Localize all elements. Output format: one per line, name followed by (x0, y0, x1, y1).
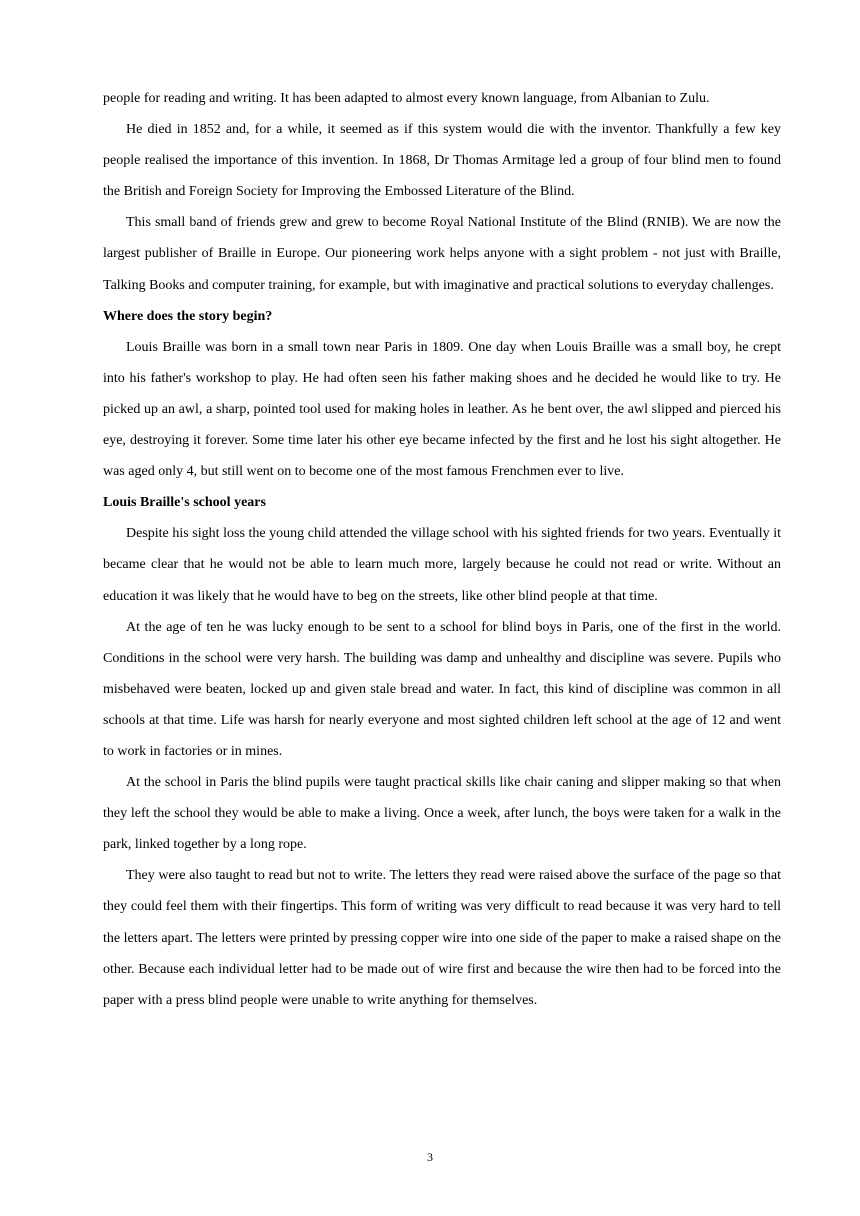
paragraph-begin: Louis Braille was born in a small town near Paris in 1809. One day when Louis Braille was a small boy, he crept into his father's workshop to play. He had often seen his father making shoes and he decided he would like to try. He picked up an awl, a sharp, pointed tool used for making holes in leather. As he bent over, the awl slipped and pierced his eye, destroying it forever. Some time later his other eye became infected by the first and he lost his sight altogether. He was aged only 4, but still went on to become one of the most famous Frenchmen ever to live. (103, 339, 781, 480)
section-heading-begin: Where does the story begin? (103, 308, 273, 324)
paragraph-continuation: people for reading and writing. It has been adapted to almost every known language, from Albanian to Zulu. (103, 91, 710, 106)
paragraph-death: He died in 1852 and, for a while, it seemed as if this system would die with the inventor. Thankfully a few key people realised the importance of this invention. In 1868, Dr Thomas Armitage led a group of four blind men to found the British and Foreign Society for Improving the Embossed Literature of the Blind. (103, 122, 781, 200)
section-heading-school: Louis Braille's school years (103, 495, 266, 511)
paragraph-school-1: Despite his sight loss the young child attended the village school with his sighted friends for two years. Eventually it became clear that he would not be able to learn much more, largely because he could not read or write. Without an education it was likely that he would have to beg on the streets, like other blind people at that time. (103, 526, 781, 604)
paragraph-school-3: At the school in Paris the blind pupils were taught practical skills like chair caning and slipper making so that when they left the school they would be able to make a living. Once a week, after lunch, the boys were taken for a walk in the park, linked together by a long rope. (103, 775, 781, 853)
paragraph-rnib: This small band of friends grew and grew to become Royal National Institute of the Blind (RNIB). We are now the largest publisher of Braille in Europe. Our pioneering work helps anyone with a sight problem - not just with Braille, Talking Books and computer training, for example, but with imaginative and practical solutions to everyday challenges. (103, 215, 781, 293)
paragraph-school-2: At the age of ten he was lucky enough to be sent to a school for blind boys in Paris, one of the first in the world. Conditions in the school were very harsh. The building was damp and unhealthy and discipline was severe. Pupils who misbehaved were beaten, locked up and given stale bread and water. In fact, this kind of discipline was common in all schools at that time. Life was harsh for nearly everyone and most sighted children left school at the age of 12 and went to work in factories or in mines. (103, 619, 781, 759)
document-page (103, 83, 781, 1016)
page-number: 3 (427, 1150, 433, 1164)
paragraph-school-4: They were also taught to read but not to write. The letters they read were raised above the surface of the page so that they could feel them with their fingertips. This form of writing was very difficult to read because it was very hard to tell the letters apart. The letters were printed by pressing copper wire into one side of the paper to make a raised shape on the other. Because each individual letter had to be made out of wire first and because the wire then had to be forced into the paper with a press blind people were unable to write anything for themselves. (103, 868, 781, 1008)
